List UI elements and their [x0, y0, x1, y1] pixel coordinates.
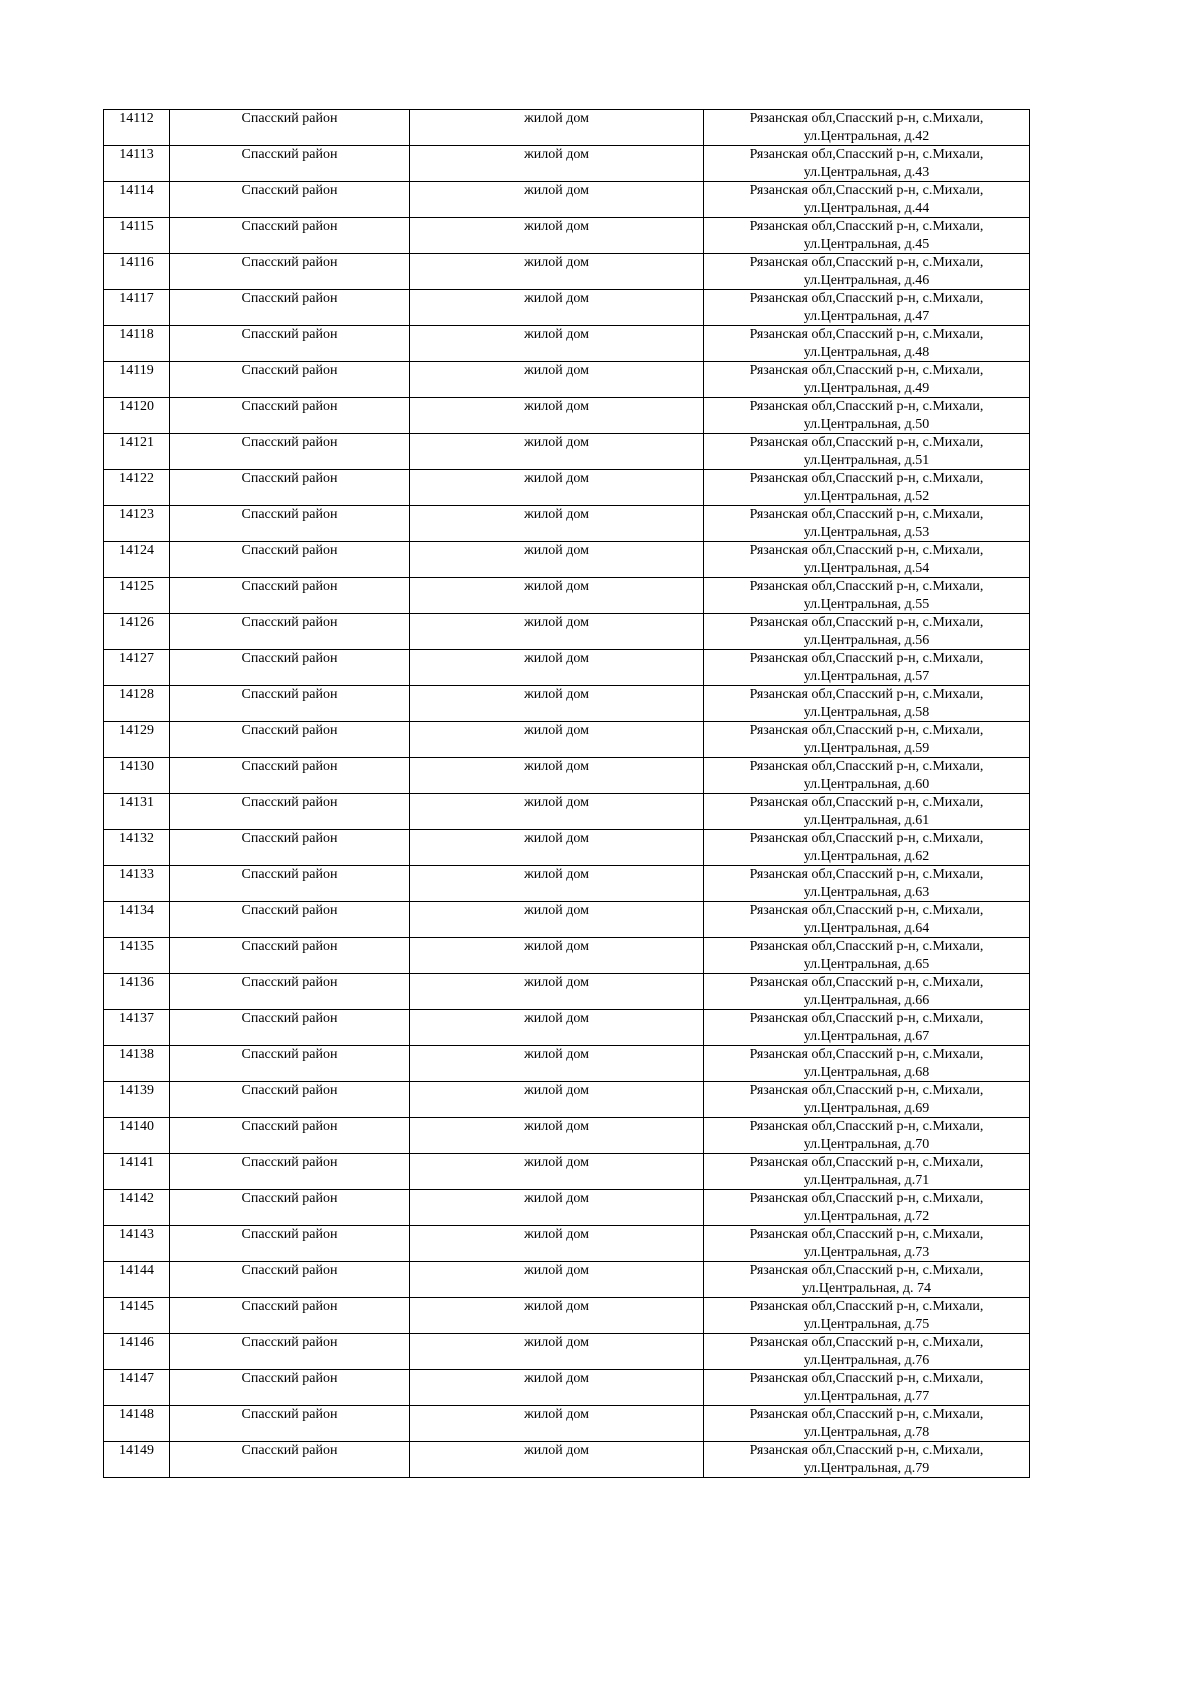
address-line-2: ул.Центральная, д.67: [803, 1028, 930, 1044]
table-row: [104, 362, 1030, 398]
object-type-cell: жилой дом: [410, 1262, 704, 1298]
address-line-2: ул.Центральная, д.59: [803, 740, 930, 756]
address-line-1: Рязанская обл,Спасский р-н, с.Михали,: [749, 543, 984, 558]
object-type-cell: жилой дом: [410, 1406, 704, 1442]
registry-number-cell: 14138: [104, 1046, 170, 1082]
address-line-1: Рязанская обл,Спасский р-н, с.Михали,: [749, 363, 984, 378]
address-line-1: Рязанская обл,Спасский р-н, с.Михали,: [749, 507, 984, 522]
object-type-cell: жилой дом: [410, 614, 704, 650]
address-cell: [704, 182, 1030, 218]
registry-number-cell: 14132: [104, 830, 170, 866]
address-cell: [704, 146, 1030, 182]
table-row: [104, 218, 1030, 254]
address-cell: [704, 1190, 1030, 1226]
table-row: [104, 794, 1030, 830]
table-row: [104, 1442, 1030, 1478]
address-line-1: Рязанская обл,Спасский р-н, с.Михали,: [749, 183, 984, 198]
object-type-cell: жилой дом: [410, 542, 704, 578]
address-cell: [704, 650, 1030, 686]
address-line-2: ул.Центральная, д.62: [803, 848, 930, 864]
table-row: [104, 470, 1030, 506]
address-cell: [704, 866, 1030, 902]
address-cell: [704, 830, 1030, 866]
address-cell: [704, 686, 1030, 722]
address-line-2: ул.Центральная, д.63: [803, 884, 930, 900]
address-cell: [704, 1334, 1030, 1370]
registry-number-cell: 14148: [104, 1406, 170, 1442]
object-type-cell: жилой дом: [410, 254, 704, 290]
district-cell: Спасский район: [170, 542, 410, 578]
address-line-1: Рязанская обл,Спасский р-н, с.Михали,: [749, 1191, 984, 1206]
registry-number-cell: 14114: [104, 182, 170, 218]
registry-number-cell: 14112: [104, 110, 170, 146]
address-line-2: ул.Центральная, д.58: [803, 704, 930, 720]
address-line-2: ул.Центральная, д.60: [803, 776, 930, 792]
object-type-cell: жилой дом: [410, 398, 704, 434]
registry-number-cell: 14145: [104, 1298, 170, 1334]
registry-number-cell: 14144: [104, 1262, 170, 1298]
registry-number-cell: 14130: [104, 758, 170, 794]
address-line-1: Рязанская обл,Спасский р-н, с.Михали,: [749, 471, 984, 486]
address-line-1: Рязанская обл,Спасский р-н, с.Михали,: [749, 1335, 984, 1350]
address-line-2: ул.Центральная, д.69: [803, 1100, 930, 1116]
district-cell: Спасский район: [170, 866, 410, 902]
address-line-1: Рязанская обл,Спасский р-н, с.Михали,: [749, 867, 984, 882]
address-line-2: ул.Центральная, д.47: [803, 308, 930, 324]
address-line-1: Рязанская обл,Спасский р-н, с.Михали,: [749, 687, 984, 702]
registry-number-cell: 14147: [104, 1370, 170, 1406]
registry-number-cell: 14121: [104, 434, 170, 470]
address-line-1: Рязанская обл,Спасский р-н, с.Михали,: [749, 759, 984, 774]
registry-number-cell: 14143: [104, 1226, 170, 1262]
district-cell: Спасский район: [170, 794, 410, 830]
address-cell: [704, 506, 1030, 542]
table-row: [104, 686, 1030, 722]
address-cell: [704, 614, 1030, 650]
object-type-cell: жилой дом: [410, 1082, 704, 1118]
address-line-2: ул.Центральная, д.78: [803, 1424, 930, 1440]
address-cell: [704, 1226, 1030, 1262]
address-cell: [704, 722, 1030, 758]
address-line-2: ул.Центральная, д.49: [803, 380, 930, 396]
address-cell: [704, 938, 1030, 974]
object-type-cell: жилой дом: [410, 578, 704, 614]
address-line-1: Рязанская обл,Спасский р-н, с.Михали,: [749, 1011, 984, 1026]
district-cell: Спасский район: [170, 974, 410, 1010]
address-line-2: ул.Центральная, д.55: [803, 596, 930, 612]
address-cell: [704, 254, 1030, 290]
address-cell: [704, 1118, 1030, 1154]
registry-number-cell: 14117: [104, 290, 170, 326]
table-row: [104, 1262, 1030, 1298]
district-cell: Спасский район: [170, 758, 410, 794]
object-type-cell: жилой дом: [410, 830, 704, 866]
address-line-2: ул.Центральная, д.50: [803, 416, 930, 432]
address-cell: [704, 902, 1030, 938]
object-type-cell: жилой дом: [410, 1226, 704, 1262]
address-line-1: Рязанская обл,Спасский р-н, с.Михали,: [749, 1047, 984, 1062]
district-cell: Спасский район: [170, 1190, 410, 1226]
table-row: [104, 1298, 1030, 1334]
address-line-2: ул.Центральная, д.42: [803, 128, 930, 144]
district-cell: Спасский район: [170, 1118, 410, 1154]
address-line-2: ул.Центральная, д.65: [803, 956, 930, 972]
registry-number-cell: 14128: [104, 686, 170, 722]
address-cell: [704, 290, 1030, 326]
table-row: [104, 110, 1030, 146]
address-line-1: Рязанская обл,Спасский р-н, с.Михали,: [749, 903, 984, 918]
object-type-cell: жилой дом: [410, 1118, 704, 1154]
registry-number-cell: 14140: [104, 1118, 170, 1154]
address-line-1: Рязанская обл,Спасский р-н, с.Михали,: [749, 327, 984, 342]
object-type-cell: жилой дом: [410, 722, 704, 758]
table-row: [104, 506, 1030, 542]
address-line-1: Рязанская обл,Спасский р-н, с.Михали,: [749, 435, 984, 450]
address-line-1: Рязанская обл,Спасский р-н, с.Михали,: [749, 111, 984, 126]
object-type-cell: жилой дом: [410, 650, 704, 686]
address-line-2: ул.Центральная, д.75: [803, 1316, 930, 1332]
registry-number-cell: 14118: [104, 326, 170, 362]
address-line-1: Рязанская обл,Спасский р-н, с.Михали,: [749, 399, 984, 414]
address-line-2: ул.Центральная, д.79: [803, 1460, 930, 1476]
table-row: [104, 902, 1030, 938]
registry-number-cell: 14129: [104, 722, 170, 758]
address-line-1: Рязанская обл,Спасский р-н, с.Михали,: [749, 723, 984, 738]
object-type-cell: жилой дом: [410, 182, 704, 218]
address-line-1: Рязанская обл,Спасский р-н, с.Михали,: [749, 1263, 984, 1278]
address-line-2: ул.Центральная, д.56: [803, 632, 930, 648]
address-line-1: Рязанская обл,Спасский р-н, с.Михали,: [749, 255, 984, 270]
district-cell: Спасский район: [170, 290, 410, 326]
address-line-1: Рязанская обл,Спасский р-н, с.Михали,: [749, 1119, 984, 1134]
object-type-cell: жилой дом: [410, 326, 704, 362]
district-cell: Спасский район: [170, 1010, 410, 1046]
table-row: [104, 326, 1030, 362]
registry-table-body: [104, 110, 1030, 1478]
table-row: [104, 830, 1030, 866]
registry-number-cell: 14123: [104, 506, 170, 542]
table-row: [104, 542, 1030, 578]
registry-number-cell: 14115: [104, 218, 170, 254]
address-line-2: ул.Центральная, д.72: [803, 1208, 930, 1224]
registry-number-cell: 14142: [104, 1190, 170, 1226]
registry-number-cell: 14124: [104, 542, 170, 578]
address-line-1: Рязанская обл,Спасский р-н, с.Михали,: [749, 795, 984, 810]
address-cell: [704, 758, 1030, 794]
address-line-2: ул.Центральная, д.76: [803, 1352, 930, 1368]
registry-number-cell: 14127: [104, 650, 170, 686]
address-cell: [704, 1298, 1030, 1334]
district-cell: Спасский район: [170, 1046, 410, 1082]
address-line-2: ул.Центральная, д. 74: [802, 1280, 931, 1296]
address-line-2: ул.Центральная, д.73: [803, 1244, 930, 1260]
address-line-2: ул.Центральная, д.45: [803, 236, 930, 252]
address-cell: [704, 326, 1030, 362]
object-type-cell: жилой дом: [410, 1334, 704, 1370]
address-line-2: ул.Центральная, д.64: [803, 920, 930, 936]
table-row: [104, 974, 1030, 1010]
district-cell: Спасский район: [170, 1226, 410, 1262]
district-cell: Спасский район: [170, 686, 410, 722]
address-cell: [704, 578, 1030, 614]
district-cell: Спасский район: [170, 146, 410, 182]
registry-number-cell: 14139: [104, 1082, 170, 1118]
district-cell: Спасский район: [170, 650, 410, 686]
address-cell: [704, 1082, 1030, 1118]
address-cell: [704, 1370, 1030, 1406]
registry-number-cell: 14146: [104, 1334, 170, 1370]
address-line-1: Рязанская обл,Спасский р-н, с.Михали,: [749, 651, 984, 666]
object-type-cell: жилой дом: [410, 902, 704, 938]
address-line-2: ул.Центральная, д.51: [803, 452, 930, 468]
address-line-1: Рязанская обл,Спасский р-н, с.Михали,: [749, 1083, 984, 1098]
address-cell: [704, 1262, 1030, 1298]
table-row: [104, 1190, 1030, 1226]
district-cell: Спасский район: [170, 830, 410, 866]
address-line-2: ул.Центральная, д.68: [803, 1064, 930, 1080]
district-cell: Спасский район: [170, 1442, 410, 1478]
address-line-1: Рязанская обл,Спасский р-н, с.Михали,: [749, 975, 984, 990]
address-cell: [704, 1046, 1030, 1082]
address-line-1: Рязанская обл,Спасский р-н, с.Михали,: [749, 147, 984, 162]
district-cell: Спасский район: [170, 326, 410, 362]
address-cell: [704, 1406, 1030, 1442]
object-type-cell: жилой дом: [410, 794, 704, 830]
object-type-cell: жилой дом: [410, 1442, 704, 1478]
registry-number-cell: 14120: [104, 398, 170, 434]
address-cell: [704, 362, 1030, 398]
object-type-cell: жилой дом: [410, 1154, 704, 1190]
table-row: [104, 758, 1030, 794]
address-cell: [704, 974, 1030, 1010]
object-type-cell: жилой дом: [410, 362, 704, 398]
district-cell: Спасский район: [170, 362, 410, 398]
address-line-1: Рязанская обл,Спасский р-н, с.Михали,: [749, 1443, 984, 1458]
district-cell: Спасский район: [170, 614, 410, 650]
district-cell: Спасский район: [170, 182, 410, 218]
district-cell: Спасский район: [170, 254, 410, 290]
object-type-cell: жилой дом: [410, 290, 704, 326]
address-line-1: Рязанская обл,Спасский р-н, с.Михали,: [749, 1155, 984, 1170]
property-registry-table: [103, 109, 1030, 1478]
table-row: [104, 1118, 1030, 1154]
registry-number-cell: 14125: [104, 578, 170, 614]
district-cell: Спасский район: [170, 1406, 410, 1442]
address-cell: [704, 218, 1030, 254]
registry-number-cell: 14135: [104, 938, 170, 974]
object-type-cell: жилой дом: [410, 470, 704, 506]
object-type-cell: жилой дом: [410, 1046, 704, 1082]
table-row: [104, 290, 1030, 326]
registry-number-cell: 14149: [104, 1442, 170, 1478]
district-cell: Спасский район: [170, 434, 410, 470]
district-cell: Спасский район: [170, 218, 410, 254]
district-cell: Спасский район: [170, 1082, 410, 1118]
address-line-2: ул.Центральная, д.54: [803, 560, 930, 576]
object-type-cell: жилой дом: [410, 1298, 704, 1334]
object-type-cell: жилой дом: [410, 146, 704, 182]
table-row: [104, 722, 1030, 758]
address-line-2: ул.Центральная, д.77: [803, 1388, 930, 1404]
address-line-2: ул.Центральная, д.44: [803, 200, 930, 216]
address-line-1: Рязанская обл,Спасский р-н, с.Михали,: [749, 939, 984, 954]
address-line-2: ул.Центральная, д.71: [803, 1172, 930, 1188]
address-line-2: ул.Центральная, д.48: [803, 344, 930, 360]
address-line-2: ул.Центральная, д.52: [803, 488, 930, 504]
object-type-cell: жилой дом: [410, 1190, 704, 1226]
address-line-1: Рязанская обл,Спасский р-н, с.Михали,: [749, 1371, 984, 1386]
registry-number-cell: 14136: [104, 974, 170, 1010]
registry-number-cell: 14133: [104, 866, 170, 902]
address-line-2: ул.Центральная, д.57: [803, 668, 930, 684]
address-line-1: Рязанская обл,Спасский р-н, с.Михали,: [749, 291, 984, 306]
table-row: [104, 1046, 1030, 1082]
object-type-cell: жилой дом: [410, 686, 704, 722]
registry-number-cell: 14131: [104, 794, 170, 830]
object-type-cell: жилой дом: [410, 218, 704, 254]
district-cell: Спасский район: [170, 938, 410, 974]
address-cell: [704, 434, 1030, 470]
address-cell: [704, 542, 1030, 578]
district-cell: Спасский район: [170, 470, 410, 506]
object-type-cell: жилой дом: [410, 974, 704, 1010]
address-line-1: Рязанская обл,Спасский р-н, с.Михали,: [749, 1227, 984, 1242]
table-row: [104, 1010, 1030, 1046]
address-cell: [704, 470, 1030, 506]
table-row: [104, 866, 1030, 902]
district-cell: Спасский район: [170, 506, 410, 542]
district-cell: Спасский район: [170, 1334, 410, 1370]
address-cell: [704, 110, 1030, 146]
address-line-2: ул.Центральная, д.43: [803, 164, 930, 180]
table-row: [104, 1154, 1030, 1190]
object-type-cell: жилой дом: [410, 866, 704, 902]
address-line-1: Рязанская обл,Спасский р-н, с.Михали,: [749, 831, 984, 846]
address-line-1: Рязанская обл,Спасский р-н, с.Михали,: [749, 615, 984, 630]
registry-number-cell: 14116: [104, 254, 170, 290]
table-row: [104, 1226, 1030, 1262]
object-type-cell: жилой дом: [410, 434, 704, 470]
district-cell: Спасский район: [170, 1262, 410, 1298]
address-cell: [704, 1442, 1030, 1478]
registry-number-cell: 14113: [104, 146, 170, 182]
district-cell: Спасский район: [170, 902, 410, 938]
district-cell: Спасский район: [170, 1370, 410, 1406]
table-row: [104, 146, 1030, 182]
table-row: [104, 434, 1030, 470]
district-cell: Спасский район: [170, 1154, 410, 1190]
object-type-cell: жилой дом: [410, 758, 704, 794]
district-cell: Спасский район: [170, 578, 410, 614]
address-cell: [704, 398, 1030, 434]
table-row: [104, 182, 1030, 218]
address-line-2: ул.Центральная, д.53: [803, 524, 930, 540]
table-row: [104, 1370, 1030, 1406]
registry-number-cell: 14137: [104, 1010, 170, 1046]
table-row: [104, 938, 1030, 974]
address-line-2: ул.Центральная, д.46: [803, 272, 930, 288]
address-line-1: Рязанская обл,Спасский р-н, с.Михали,: [749, 1407, 984, 1422]
district-cell: Спасский район: [170, 1298, 410, 1334]
object-type-cell: жилой дом: [410, 110, 704, 146]
registry-number-cell: 14122: [104, 470, 170, 506]
table-row: [104, 1082, 1030, 1118]
table-row: [104, 398, 1030, 434]
registry-number-cell: 14119: [104, 362, 170, 398]
table-row: [104, 1406, 1030, 1442]
object-type-cell: жилой дом: [410, 506, 704, 542]
object-type-cell: жилой дом: [410, 1010, 704, 1046]
table-row: [104, 614, 1030, 650]
table-row: [104, 650, 1030, 686]
registry-number-cell: 14141: [104, 1154, 170, 1190]
table-row: [104, 1334, 1030, 1370]
district-cell: Спасский район: [170, 110, 410, 146]
table-row: [104, 578, 1030, 614]
address-line-2: ул.Центральная, д.66: [803, 992, 930, 1008]
district-cell: Спасский район: [170, 722, 410, 758]
district-cell: Спасский район: [170, 398, 410, 434]
address-line-1: Рязанская обл,Спасский р-н, с.Михали,: [749, 219, 984, 234]
registry-number-cell: 14126: [104, 614, 170, 650]
object-type-cell: жилой дом: [410, 1370, 704, 1406]
address-line-2: ул.Центральная, д.70: [803, 1136, 930, 1152]
address-line-1: Рязанская обл,Спасский р-н, с.Михали,: [749, 579, 984, 594]
address-line-2: ул.Центральная, д.61: [803, 812, 930, 828]
address-cell: [704, 1154, 1030, 1190]
object-type-cell: жилой дом: [410, 938, 704, 974]
address-line-1: Рязанская обл,Спасский р-н, с.Михали,: [749, 1299, 984, 1314]
address-cell: [704, 794, 1030, 830]
address-cell: [704, 1010, 1030, 1046]
registry-number-cell: 14134: [104, 902, 170, 938]
table-row: [104, 254, 1030, 290]
